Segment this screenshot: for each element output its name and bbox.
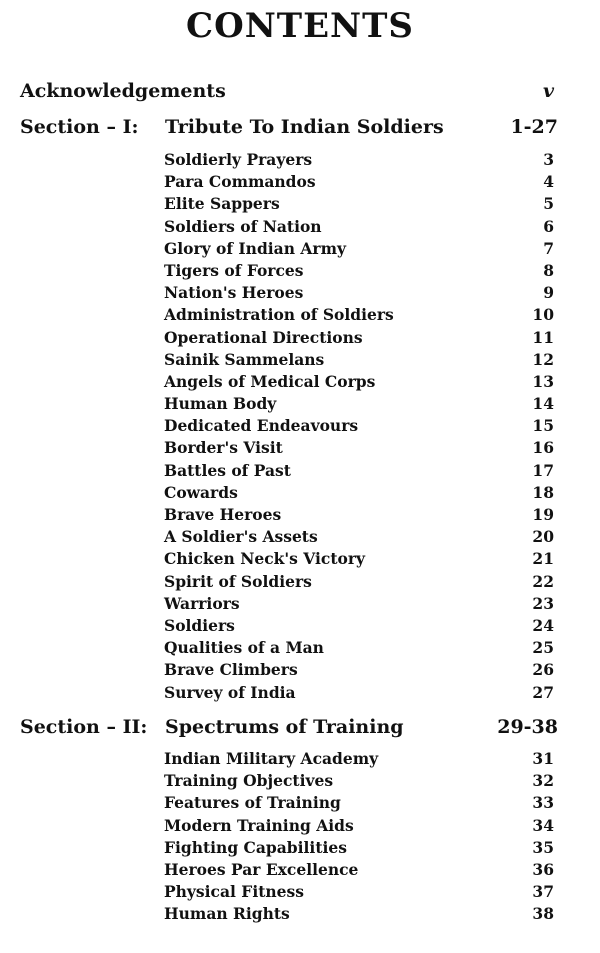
entry-page: 34 bbox=[532, 815, 554, 835]
toc-entry bbox=[164, 749, 554, 771]
entry-page: 22 bbox=[532, 571, 554, 591]
entry-title: A Soldier's Assets bbox=[164, 527, 318, 547]
toc-entry bbox=[164, 505, 554, 527]
entry-page: 27 bbox=[532, 682, 554, 702]
toc-entry bbox=[164, 838, 554, 860]
section-label: Section – I: bbox=[20, 116, 139, 138]
toc-entry bbox=[164, 372, 554, 394]
section-pages: 29-38 bbox=[497, 716, 558, 738]
entry-page: 4 bbox=[543, 172, 554, 192]
entry-title: Indian Military Academy bbox=[164, 749, 379, 768]
toc-entry bbox=[164, 683, 554, 705]
section-2-entries bbox=[164, 749, 554, 927]
page-title: CONTENTS bbox=[186, 6, 414, 46]
toc-entry bbox=[164, 660, 554, 682]
entry-title: Warriors bbox=[164, 593, 240, 613]
toc-entry bbox=[164, 793, 554, 815]
entry-title: Spirit of Soldiers bbox=[164, 571, 312, 591]
section-label: Section – II: bbox=[20, 716, 148, 738]
entry-title: Soldierly Prayers bbox=[164, 150, 313, 169]
entry-page: 18 bbox=[532, 482, 554, 502]
toc-entry bbox=[164, 549, 554, 571]
entry-title: Survey of India bbox=[164, 682, 296, 702]
entry-page: 21 bbox=[532, 549, 554, 569]
toc-entry bbox=[164, 527, 554, 549]
entry-page: 37 bbox=[532, 882, 554, 902]
entry-title: Soldiers of Nation bbox=[164, 216, 322, 236]
entry-page: 11 bbox=[532, 327, 554, 347]
toc-entry bbox=[164, 239, 554, 261]
entry-title: Cowards bbox=[164, 482, 238, 502]
toc-entry bbox=[164, 416, 554, 438]
entry-page: 3 bbox=[543, 150, 554, 169]
toc-entry bbox=[164, 616, 554, 638]
entry-title: Human Rights bbox=[164, 904, 290, 924]
entry-page: 25 bbox=[532, 638, 554, 658]
toc-entry bbox=[164, 461, 554, 483]
toc-entry bbox=[164, 261, 554, 283]
entry-page: 33 bbox=[532, 793, 554, 813]
entry-title: Human Body bbox=[164, 394, 277, 414]
entry-title: Angels of Medical Corps bbox=[164, 371, 376, 391]
entry-page: 19 bbox=[532, 505, 554, 524]
toc-entry bbox=[164, 305, 554, 327]
toc-entry bbox=[164, 394, 554, 416]
entry-title: Nation's Heroes bbox=[164, 283, 304, 303]
entry-page: 7 bbox=[543, 238, 554, 258]
toc-entry bbox=[164, 438, 554, 460]
entry-page: 24 bbox=[532, 615, 554, 635]
entry-title: Dedicated Endeavours bbox=[164, 416, 359, 436]
toc-entry bbox=[164, 328, 554, 350]
toc-entry bbox=[164, 594, 554, 616]
toc-entry bbox=[164, 816, 554, 838]
entry-title: Tigers of Forces bbox=[164, 260, 304, 280]
toc-entry bbox=[164, 638, 554, 660]
entry-page: 8 bbox=[543, 260, 554, 280]
entry-page: 9 bbox=[543, 283, 554, 303]
entry-page: 6 bbox=[543, 216, 554, 236]
entry-page: 10 bbox=[532, 305, 554, 325]
entry-title: Physical Fitness bbox=[164, 882, 304, 902]
entry-title: Administration of Soldiers bbox=[164, 305, 394, 325]
toc-entry bbox=[164, 194, 554, 216]
entry-page: 31 bbox=[532, 749, 554, 768]
toc-entry bbox=[164, 150, 554, 172]
entry-title: Modern Training Aids bbox=[164, 815, 354, 835]
entry-title: Soldiers bbox=[164, 615, 235, 635]
entry-page: 32 bbox=[532, 771, 554, 791]
entry-title: Elite Sappers bbox=[164, 194, 280, 214]
acknowledgements-page: v bbox=[542, 80, 554, 102]
toc-entry bbox=[164, 483, 554, 505]
entry-page: 20 bbox=[532, 527, 554, 547]
entry-title: Battles of Past bbox=[164, 460, 291, 480]
entry-page: 38 bbox=[532, 904, 554, 924]
toc-acknowledgements bbox=[20, 80, 558, 102]
toc-entry bbox=[164, 217, 554, 239]
entry-title: Fighting Capabilities bbox=[164, 837, 347, 857]
entry-page: 12 bbox=[532, 349, 554, 369]
entry-title: Operational Directions bbox=[164, 327, 363, 347]
entry-page: 26 bbox=[532, 660, 554, 680]
entry-title: Glory of Indian Army bbox=[164, 238, 346, 258]
entry-title: Border's Visit bbox=[164, 438, 283, 458]
entry-page: 17 bbox=[532, 460, 554, 480]
toc-entry bbox=[164, 172, 554, 194]
toc-entry bbox=[164, 572, 554, 594]
entry-title: Features of Training bbox=[164, 793, 341, 813]
entry-page: 35 bbox=[532, 837, 554, 857]
entry-title: Heroes Par Excellence bbox=[164, 859, 359, 879]
entry-title: Brave Heroes bbox=[164, 505, 282, 524]
entry-title: Brave Climbers bbox=[164, 660, 298, 680]
section-title: Tribute To Indian Soldiers bbox=[165, 116, 444, 138]
entry-page: 13 bbox=[532, 371, 554, 391]
entry-title: Para Commandos bbox=[164, 172, 316, 192]
toc-entry bbox=[164, 860, 554, 882]
toc-entry bbox=[164, 771, 554, 793]
entry-title: Training Objectives bbox=[164, 771, 334, 791]
entry-title: Chicken Neck's Victory bbox=[164, 549, 366, 569]
section-pages: 1-27 bbox=[510, 116, 558, 138]
section-1-entries bbox=[164, 150, 554, 705]
entry-page: 23 bbox=[532, 593, 554, 613]
acknowledgements-title: Acknowledgements bbox=[20, 80, 226, 102]
entry-title: Qualities of a Man bbox=[164, 638, 324, 658]
toc-entry bbox=[164, 350, 554, 372]
entry-page: 36 bbox=[532, 859, 554, 879]
entry-title: Sainik Sammelans bbox=[164, 349, 325, 369]
toc-entry bbox=[164, 904, 554, 926]
toc-entry bbox=[164, 882, 554, 904]
entry-page: 5 bbox=[543, 194, 554, 214]
section-title: Spectrums of Training bbox=[165, 716, 404, 738]
entry-page: 14 bbox=[532, 394, 554, 414]
entry-page: 15 bbox=[532, 416, 554, 436]
toc-entry bbox=[164, 283, 554, 305]
entry-page: 16 bbox=[532, 438, 554, 458]
